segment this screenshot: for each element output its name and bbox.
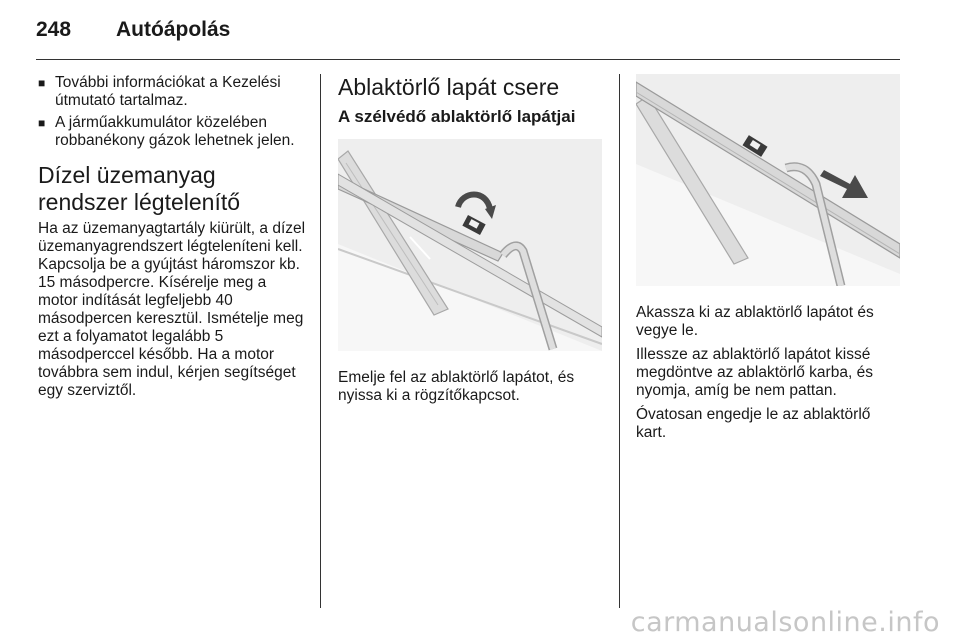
section-body: Ha az üzemanyagtartály kiürült, a dízel üzemanyagrendszert légteleníteni kell. Kapcsolja be a gyújtást háromszor kb. 15 másodpercre. Kísérelje meg a motor indítását legfeljebb 40 másodpercen keresztül. Ismételje meg ezt a folyamatot legalább 5 másodperccel később. Ha a motor továbbra sem indul, kérjen segítséget egy szerviztől. (38, 220, 306, 399)
section-heading: Dízel üzemanyag rendszer légtelenítő (38, 162, 241, 215)
column-right (636, 74, 902, 448)
column-divider-2 (619, 74, 620, 608)
instruction-paragraph: Akassza ki az ablaktörlő lapátot és vegye le. (636, 304, 874, 339)
page-header (36, 18, 900, 48)
bullet-square-icon: ■ (38, 116, 46, 130)
column-middle (338, 74, 606, 411)
bullet-item (38, 114, 306, 150)
bullet-text: További információkat a Kezelési útmutató tartalmaz. (55, 74, 281, 109)
bullet-text: A járműakkumulátor közelében robbanékony gázok lehetnek jelen. (55, 114, 295, 149)
header-divider (36, 59, 900, 60)
page-title: Autóápolás (116, 18, 231, 41)
subsection-heading: A szélvédő ablaktörlő lapátjai (338, 107, 576, 126)
bullet-list (38, 74, 306, 150)
bullet-item (38, 74, 306, 110)
column-divider-1 (320, 74, 321, 608)
page-number: 248 (36, 18, 72, 41)
wiper-lift-illustration (338, 139, 602, 351)
column-left (38, 74, 306, 406)
instruction-paragraph: Illessze az ablaktörlő lapátot kissé megdöntve az ablaktörlő karba, és nyomja, amíg be nem pattan. (636, 346, 873, 399)
section-heading: Ablaktörlő lapát csere (338, 74, 560, 100)
site-watermark: carmanualsonline.info (630, 607, 940, 638)
instruction-paragraph: Óvatosan engedje le az ablaktörlő kart. (636, 406, 871, 441)
wiper-remove-illustration (636, 74, 900, 286)
bullet-square-icon: ■ (38, 76, 46, 90)
figure-caption: Emelje fel az ablaktörlő lapátot, és nyissa ki a rögzítőkapcsot. (338, 369, 575, 404)
